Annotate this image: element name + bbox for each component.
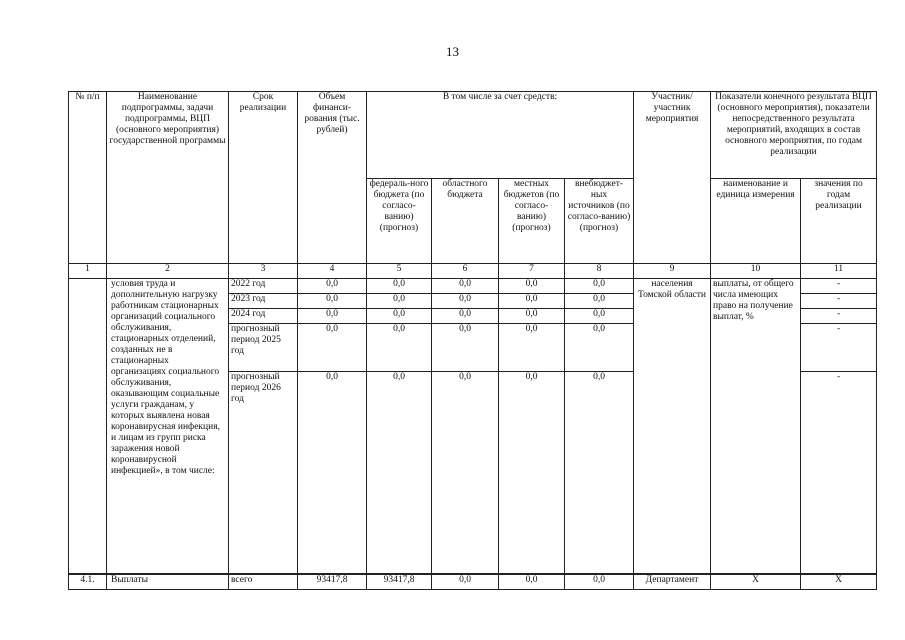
cell-extra: 0,0 xyxy=(565,294,634,309)
cell-regional: 0,0 xyxy=(432,372,499,574)
cell-indicator-value: - xyxy=(801,372,877,574)
cell-local: 0,0 xyxy=(499,309,565,324)
column-numbers-row xyxy=(69,264,877,279)
row-num-empty xyxy=(69,279,107,574)
cell-federal: 0,0 xyxy=(367,324,432,372)
row-participant: населения Томской области xyxy=(634,279,711,574)
cell-federal: 0,0 xyxy=(367,309,432,324)
column-number: 11 xyxy=(801,264,877,279)
column-number: 4 xyxy=(298,264,367,279)
column-number: 8 xyxy=(565,264,634,279)
cell-volume: 0,0 xyxy=(298,309,367,324)
column-number: 9 xyxy=(634,264,711,279)
cell-regional: 0,0 xyxy=(432,324,499,372)
page-number: 13 xyxy=(446,44,459,59)
row-term: прогнозный период 2026 год xyxy=(229,372,298,574)
cell-extra: 0,0 xyxy=(565,372,634,574)
row-term: прогнозный период 2025 год xyxy=(229,324,298,372)
cell-extra: 0,0 xyxy=(565,309,634,324)
column-number: 10 xyxy=(711,264,801,279)
table-row xyxy=(69,279,877,294)
cell-extra: 0,0 xyxy=(565,574,634,590)
row-term: 2023 год xyxy=(229,294,298,309)
header-regional: областного бюджета xyxy=(432,179,499,264)
cell-extra: 0,0 xyxy=(565,324,634,372)
cell-indicator-value: - xyxy=(801,324,877,372)
cell-regional: 0,0 xyxy=(432,574,499,590)
header-indicator-values: значения по годам реализации xyxy=(801,179,877,264)
cell-indicator-value: - xyxy=(801,309,877,324)
header-sources-group: В том числе за счет средств: xyxy=(367,92,634,179)
column-number: 1 xyxy=(69,264,107,279)
cell-regional: 0,0 xyxy=(432,279,499,294)
cell-indicator-value: - xyxy=(801,294,877,309)
cell-regional: 0,0 xyxy=(432,294,499,309)
cell-volume: 0,0 xyxy=(298,324,367,372)
row-participant: Департамент xyxy=(634,574,711,590)
cell-federal: 93417,8 xyxy=(367,574,432,590)
header-num: № п/п xyxy=(69,92,107,264)
program-table xyxy=(68,91,877,590)
column-number: 7 xyxy=(499,264,565,279)
row-num: 4.1. xyxy=(69,574,107,590)
cell-federal: 0,0 xyxy=(367,294,432,309)
header-participant: Участник/ участник мероприятия xyxy=(634,92,711,264)
cell-extra: 0,0 xyxy=(565,279,634,294)
cell-federal: 0,0 xyxy=(367,372,432,574)
cell-local: 0,0 xyxy=(499,294,565,309)
cell-regional: 0,0 xyxy=(432,309,499,324)
column-number: 6 xyxy=(432,264,499,279)
cell-volume: 0,0 xyxy=(298,294,367,309)
cell-local: 0,0 xyxy=(499,372,565,574)
row-term: 2024 год xyxy=(229,309,298,324)
header-term: Срок реализации xyxy=(229,92,298,264)
row-indicator-name: выплаты, от общего числа имеющих право на получение выплат, % xyxy=(711,279,801,574)
row-term: 2022 год xyxy=(229,279,298,294)
table-row xyxy=(69,574,877,590)
header-indicator-name: наименование и единица измерения xyxy=(711,179,801,264)
column-number: 2 xyxy=(107,264,229,279)
header-indicators-group: Показатели конечного результата ВЦП (основного мероприятия), показатели непосредственного результата мероприятий, входящих в состав основного мероприятия, по годам реализации xyxy=(711,92,877,179)
row-name: условия труда и дополнительную нагрузку работникам стационарных организаций социального обслуживания, стационарных отделений, созданных не в стационарных организациях социального обслуживания, оказывающим социальные услуги гражданам, у которых выявлена новая коронавирусная инфекция, и лицам из групп риска заражения новой коронавирусной инфекцией», в том числе: xyxy=(107,279,229,574)
cell-local: 0,0 xyxy=(499,324,565,372)
cell-indicator-value: X xyxy=(801,574,877,590)
cell-federal: 0,0 xyxy=(367,279,432,294)
header-local: местных бюджетов (по согласо-ванию) (прогноз) xyxy=(499,179,565,264)
row-indicator-name: X xyxy=(711,574,801,590)
cell-volume: 0,0 xyxy=(298,279,367,294)
row-name: Выплаты xyxy=(107,574,229,590)
header-volume: Объем финанси-рования (тыс. рублей) xyxy=(298,92,367,264)
cell-indicator-value: - xyxy=(801,279,877,294)
row-term: всего xyxy=(229,574,298,590)
cell-local: 0,0 xyxy=(499,279,565,294)
cell-volume: 0,0 xyxy=(298,372,367,574)
cell-local: 0,0 xyxy=(499,574,565,590)
column-number: 5 xyxy=(367,264,432,279)
column-number: 3 xyxy=(229,264,298,279)
header-extra: внебюджет-ных источников (по согласо-ванию) (прогноз) xyxy=(565,179,634,264)
cell-volume: 93417,8 xyxy=(298,574,367,590)
header-federal: федераль-ного бюджета (по согласо-ванию) (прогноз) xyxy=(367,179,432,264)
header-name: Наименование подпрограммы, задачи подпрограммы, ВЦП (основного мероприятия) государственной программы xyxy=(107,92,229,264)
